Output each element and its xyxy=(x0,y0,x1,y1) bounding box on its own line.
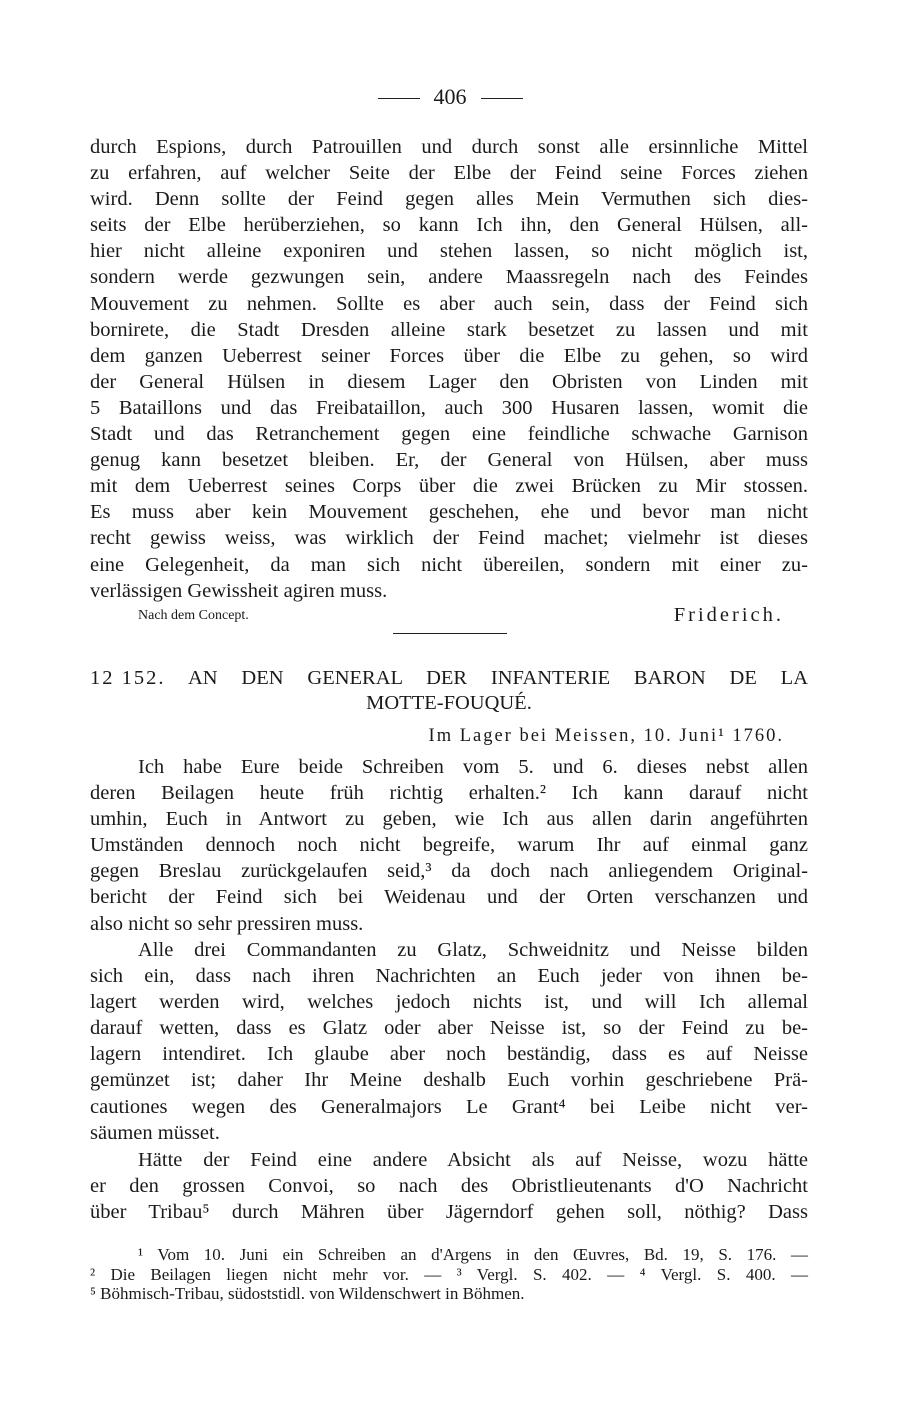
document-title-line-2: MOTTE-FOUQUÉ. xyxy=(366,692,532,714)
paragraph-convoy xyxy=(90,1147,808,1225)
text-line: säumen müsset. xyxy=(90,1121,220,1144)
text-line: eine Gelegenheit, da man sich nicht übereilen, sondern mit einer zu- xyxy=(90,553,808,576)
signature: Friderich. xyxy=(673,604,784,626)
text-line: hier nicht alleine exponiren und stehen lassen, so nicht möglich ist, xyxy=(90,240,808,263)
text-line: bornirete, die Stadt Dresden alleine stark besetzet zu lassen und mit xyxy=(90,318,808,341)
document-title-line-1: AN DEN GENERAL DER INFANTERIE BARON DE LA xyxy=(188,667,808,689)
text-line: umhin, Euch in Antwort zu geben, wie Ich aus allen darin angeführten xyxy=(90,808,808,831)
text-line: dem ganzen Ueberrest seiner Forces über die Elbe zu gehen, so wird xyxy=(90,344,808,367)
footnote-line: ¹ Vom 10. Juni ein Schreiben an d'Argens in den Œuvres, Bd. 19, S. 176. — xyxy=(138,1245,808,1264)
paragraph-continued-letter xyxy=(90,134,808,604)
footnote-line: ⁵ Böhmisch-Tribau, südoststidl. von Wildenschwert in Böhmen. xyxy=(90,1284,525,1303)
text-line: Alle drei Commandanten zu Glatz, Schweidnitz und Neisse bilden xyxy=(138,939,808,961)
document-number: 12 152. xyxy=(90,667,166,689)
text-line: zu erfahren, auf welcher Seite der Elbe der Feind seine Forces ziehen xyxy=(90,162,808,185)
text-line: gemünzet ist; daher Ihr Meine deshalb Euch vorhin geschriebene Prä- xyxy=(90,1069,808,1092)
text-line: deren Beilagen heute früh richtig erhalten.² Ich kann darauf nicht xyxy=(90,782,808,805)
text-line: Stadt und das Retranchement gegen eine feindliche schwache Garnison xyxy=(90,423,808,446)
text-line: bericht der Feind sich bei Weidenau und der Orten verschanzen und xyxy=(90,886,808,909)
text-line: Mouvement zu nehmen. Sollte es aber auch sein, dass der Feind sich xyxy=(90,292,808,315)
text-line: genug kann besetzet bleiben. Er, der General von Hülsen, aber muss xyxy=(90,449,808,472)
text-line: sondern werde gezwungen sein, andere Maassregeln nach des Feindes xyxy=(90,266,808,289)
text-line: lagert werden wird, welches jedoch nichts ist, und will Ich allemal xyxy=(90,991,808,1014)
text-line: recht gewiss weiss, was wirklich der Feind machet; vielmehr ist dieses xyxy=(90,527,808,550)
text-line: mit dem Ueberrest seines Corps über die zwei Brücken zu Mir stossen. xyxy=(90,475,808,498)
place-date-line: Im Lager bei Meissen, 10. Juni¹ 1760. xyxy=(428,726,784,746)
page-header xyxy=(0,84,900,110)
text-line: 5 Bataillons und das Freibataillon, auch 300 Husaren lassen, womit die xyxy=(90,396,808,419)
text-line: gegen Breslau zurückgelaufen seid,³ da doch nach anliegendem Original- xyxy=(90,860,808,883)
text-line: darauf wetten, dass es Glatz oder aber Neisse ist, so der Feind zu be- xyxy=(90,1017,808,1040)
paragraph-letter-opening xyxy=(90,754,808,937)
text-line: er den grossen Convoi, so nach des Obristlieutenants d'O Nachricht xyxy=(90,1175,808,1198)
page-number: 406 xyxy=(433,84,467,109)
section-divider xyxy=(393,633,507,634)
text-line: verlässigen Gewissheit agiren muss. xyxy=(90,579,388,602)
text-line: über Tribau⁵ durch Mähren über Jägerndorf gehen soll, nöthig? Dass xyxy=(90,1201,808,1224)
text-line: sich ein, dass nach ihren Nachrichten an Euch jeder von ihnen be- xyxy=(90,965,808,988)
header-dash-left xyxy=(378,98,420,99)
text-line: der General Hülsen in diesem Lager den Obristen von Linden mit xyxy=(90,370,808,393)
text-line: wird. Denn sollte der Feind gegen alles Mein Vermuthen sich dies- xyxy=(90,188,808,211)
text-line: durch Espions, durch Patrouillen und durch sonst alle ersinnliche Mittel xyxy=(90,136,808,158)
paragraph-commandants xyxy=(90,937,808,1146)
text-line: also nicht so sehr pressiren muss. xyxy=(90,912,364,935)
text-line: lagern intendiret. Ich glaube aber noch beständig, dass es auf Neisse xyxy=(90,1043,808,1066)
footnotes xyxy=(90,1245,808,1304)
text-line: Umständen dennoch noch nicht begreife, warum Ihr auf einmal ganz xyxy=(90,834,808,857)
header-dash-right xyxy=(481,98,523,99)
source-note: Nach dem Concept. xyxy=(138,608,249,623)
text-line: Ich habe Eure beide Schreiben vom 5. und 6. dieses nebst allen xyxy=(138,756,808,778)
text-line: cautiones wegen des Generalmajors Le Grant⁴ bei Leibe nicht ver- xyxy=(90,1095,808,1118)
text-line: seits der Elbe herüberziehen, so kann Ich ihn, den General Hülsen, all- xyxy=(90,214,808,237)
text-line: Es muss aber kein Mouvement geschehen, ehe und bevor man nicht xyxy=(90,501,808,524)
text-line: Hätte der Feind eine andere Absicht als auf Neisse, wozu hätte xyxy=(138,1149,808,1171)
footnote-line: ² Die Beilagen liegen nicht mehr vor. — ³ Vergl. S. 402. — ⁴ Vergl. S. 400. — xyxy=(90,1264,808,1284)
